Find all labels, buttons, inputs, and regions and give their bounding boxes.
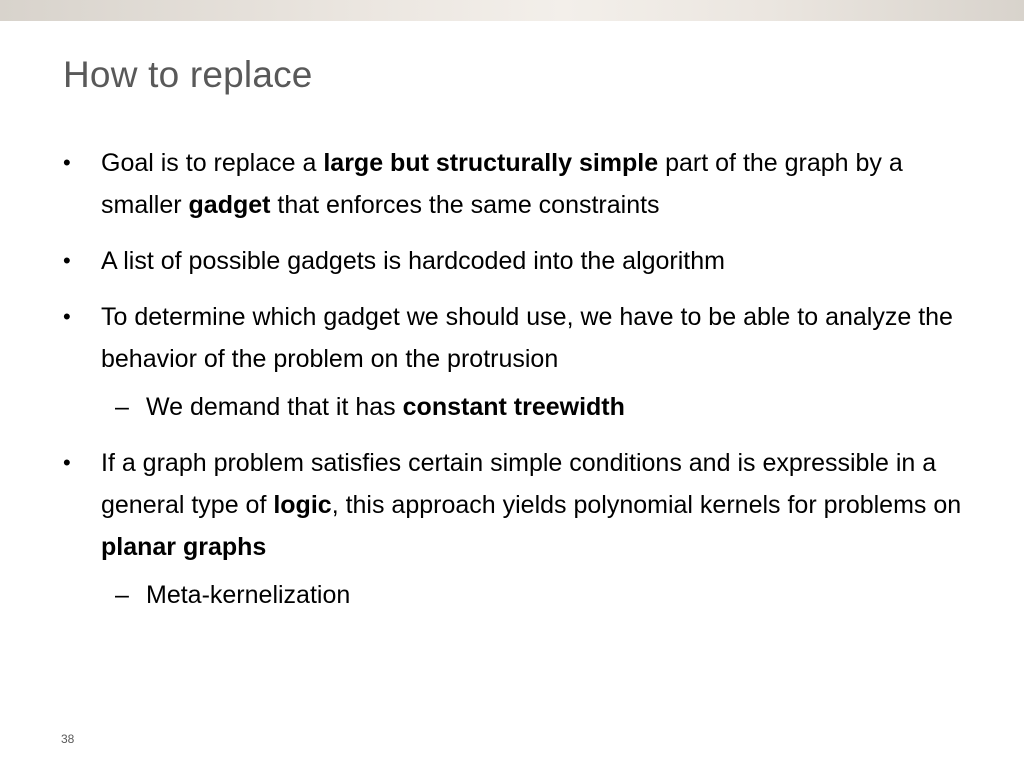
bullet-dot-icon: • xyxy=(63,450,71,475)
page-number: 38 xyxy=(61,732,75,746)
text-run: part of the graph by a smaller xyxy=(101,149,903,219)
bullet-text xyxy=(101,303,953,373)
bullet-text xyxy=(101,449,961,561)
text-run: , this approach yields polynomial kernels for problems on xyxy=(331,491,962,519)
bullet-item xyxy=(63,296,983,380)
text-run: Goal is to replace a xyxy=(101,149,324,177)
text-run: If a graph problem satisfies certain simple conditions and is expressible in a general type of xyxy=(101,449,937,519)
dash-icon: – xyxy=(115,581,129,609)
text-run: that enforces the same constraints xyxy=(270,191,660,219)
bullet-dot-icon: • xyxy=(63,304,71,329)
header-band xyxy=(0,0,1024,21)
text-run: We demand that it has xyxy=(146,393,403,421)
bullet-text xyxy=(101,247,725,275)
bullet-dot-icon: • xyxy=(63,248,71,273)
slide-body xyxy=(63,142,983,630)
sub-bullet-item xyxy=(63,574,983,616)
text-run: To determine which gadget we should use, we have to be able to analyze the behavior of the problem on the protrusion xyxy=(101,303,953,373)
bold-run: gadget xyxy=(188,191,271,219)
slide-title: How to replace xyxy=(63,54,313,95)
sub-bullet-item xyxy=(63,386,983,428)
bullet-item xyxy=(63,442,983,568)
bold-run: planar graphs xyxy=(101,533,267,561)
bold-run: logic xyxy=(273,491,332,519)
bullet-item xyxy=(63,142,983,226)
dash-icon: – xyxy=(115,393,129,421)
bold-run: constant treewidth xyxy=(402,393,625,421)
bullet-text xyxy=(101,149,903,219)
bullet-dot-icon: • xyxy=(63,150,71,175)
sub-bullet-text xyxy=(146,393,625,421)
text-run: A list of possible gadgets is hardcoded into the algorithm xyxy=(101,247,725,275)
sub-bullet-text xyxy=(146,581,350,609)
bullet-item xyxy=(63,240,983,282)
text-run: Meta-kernelization xyxy=(146,581,351,609)
bold-run: large but structurally simple xyxy=(323,149,659,177)
